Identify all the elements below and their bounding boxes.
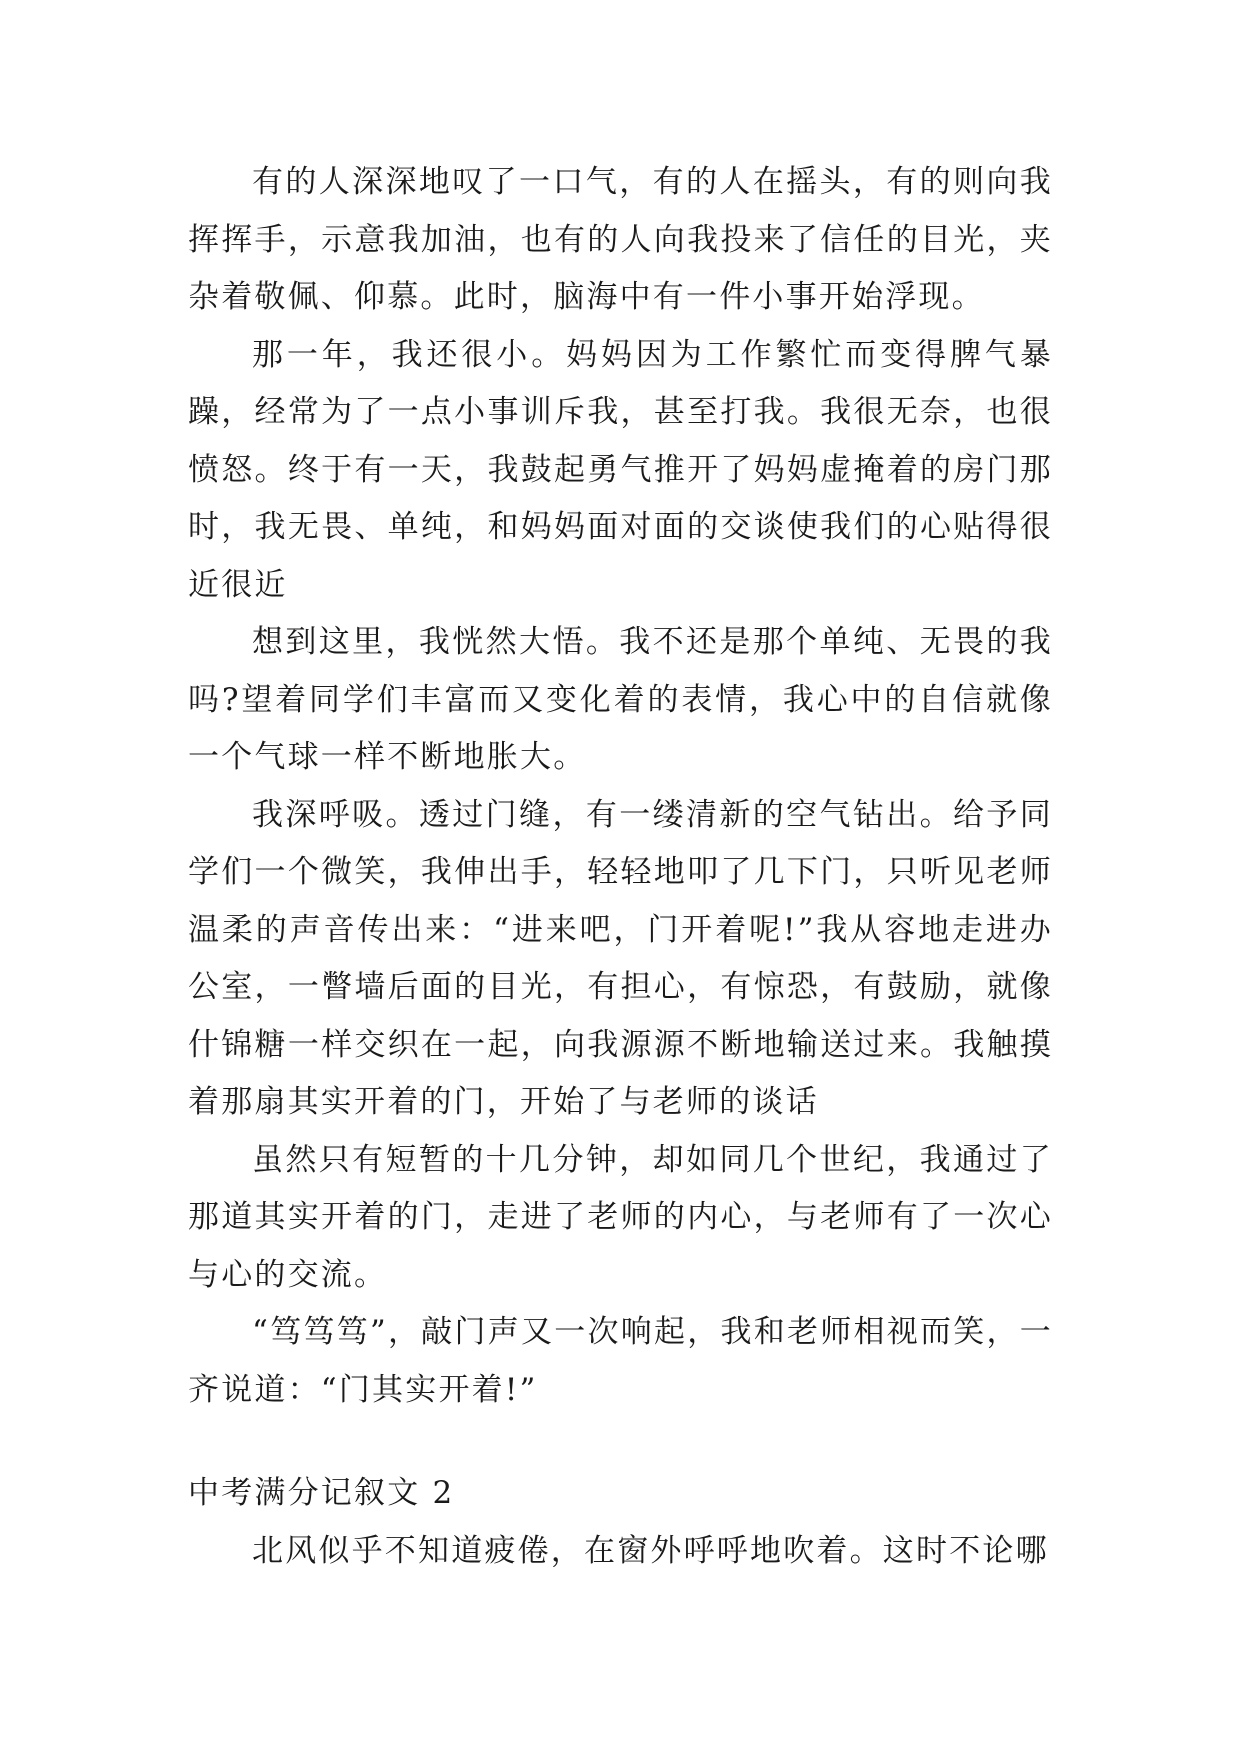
section-heading: 中考满分记叙文 2 <box>188 1475 455 1511</box>
paragraph: 那一年，我还很小。妈妈因为工作繁忙而变得脾气暴躁，经常为了一点小事训斥我，甚至打我。我很无奈，也很愤怒。终于有一天，我鼓起勇气推开了妈妈虚掩着的房门那时，我无畏、单纯，和妈妈面对面的交谈使我们的心贴得很近很近 <box>188 336 1053 603</box>
paragraph: 想到这里，我恍然大悟。我不还是那个单纯、无畏的我吗?望着同学们丰富而又变化着的表情，我心中的自信就像一个气球一样不断地胀大。 <box>188 624 1053 775</box>
paragraph: 有的人深深地叹了一口气，有的人在摇头，有的则向我挥挥手，示意我加油，也有的人向我投来了信任的目光，夹杂着敬佩、仰慕。此时，脑海中有一件小事开始浮现。 <box>188 164 1053 315</box>
paragraph: 虽然只有短暂的十几分钟，却如同几个世纪，我通过了那道其实开着的门，走进了老师的内心，与老师有了一次心与心的交流。 <box>188 1141 1053 1293</box>
paragraph: 北风似乎不知道疲倦，在窗外呼呼地吹着。这时不论哪 <box>252 1532 1049 1569</box>
paragraph: “笃笃笃”，敲门声又一次响起，我和老师相视而笑，一齐说道：“门其实开着!” <box>188 1314 1053 1408</box>
document-body <box>188 154 1053 1580</box>
paragraph: 我深呼吸。透过门缝，有一缕清新的空气钻出。给予同学们一个微笑，我伸出手，轻轻地叩了几下门，只听见老师温柔的声音传出来：“进来吧，门开着呢!”我从容地走进办公室，一瞥墙后面的目光，有担心，有惊恐，有鼓励，就像什锦糖一样交织在一起，向我源源不断地输送过来。我触摸着那扇其实开着的门，开始了与老师的谈话 <box>188 796 1053 1120</box>
